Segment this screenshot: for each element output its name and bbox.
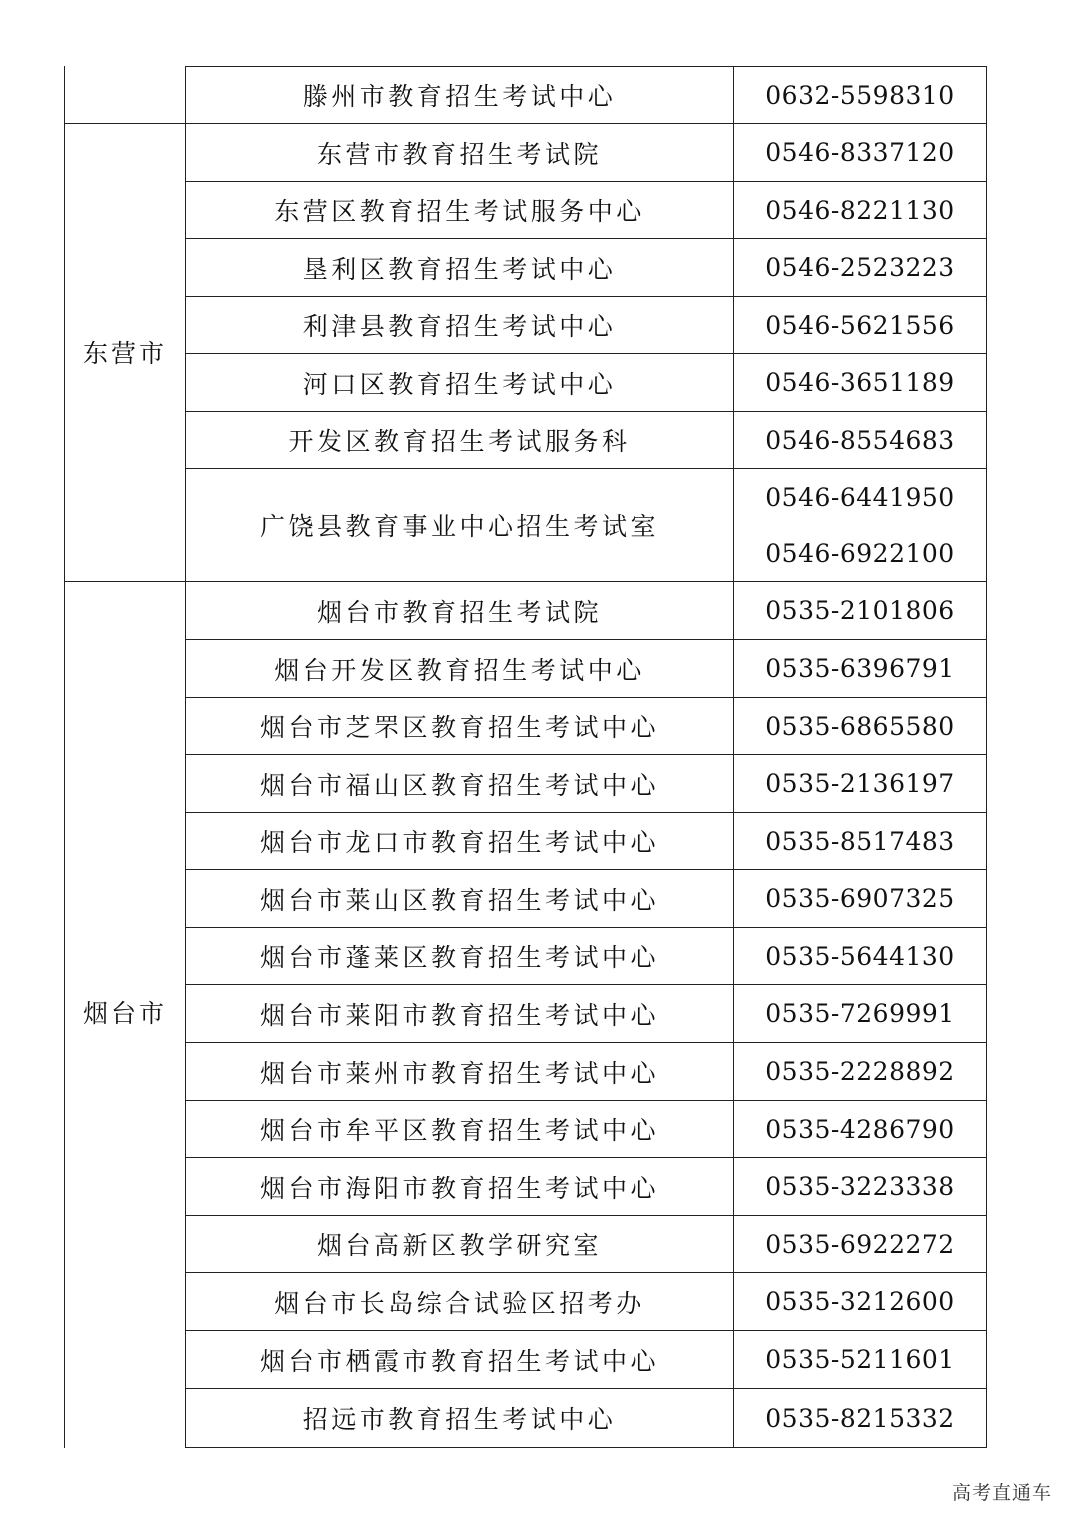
table-row — [185, 1158, 987, 1216]
phone-number: 0535-5644130 — [765, 941, 955, 971]
phone-number: 0546-8554683 — [765, 425, 955, 455]
phone-cell — [734, 1273, 986, 1330]
institution-name: 烟台开发区教育招生考试中心 — [186, 640, 734, 697]
table-row — [185, 1216, 987, 1273]
phone-cell — [734, 698, 986, 754]
phone-cell — [734, 755, 986, 812]
institution-name: 烟台市龙口市教育招生考试中心 — [186, 813, 734, 869]
phone-cell — [734, 124, 986, 181]
institution-name: 烟台市芝罘区教育招生考试中心 — [186, 698, 734, 754]
phone-number: 0546-8337120 — [765, 138, 955, 167]
phone-cell — [734, 582, 986, 639]
phone-number: 0546-8221130 — [765, 195, 955, 225]
region-cell-dongying — [64, 124, 185, 582]
table-row — [185, 640, 987, 698]
phone-cell — [734, 1158, 986, 1215]
phone-cell — [734, 985, 986, 1042]
phone-number: 0535-6922272 — [765, 1229, 955, 1259]
phone-number: 0535-6865580 — [765, 711, 955, 741]
phone-cell — [734, 1389, 986, 1447]
table-row — [185, 1273, 987, 1331]
institution-name: 烟台市教育招生考试院 — [186, 582, 734, 639]
institution-name: 东营区教育招生考试服务中心 — [186, 182, 734, 238]
table-row — [185, 1389, 987, 1448]
watermark: 高考直通车 — [951, 1482, 1052, 1504]
phone-cell — [734, 640, 986, 697]
phone-number: 0535-2136197 — [765, 769, 955, 798]
phone-number: 0546-3651189 — [765, 368, 955, 397]
table-row — [185, 354, 987, 412]
institution-name: 烟台市福山区教育招生考试中心 — [186, 755, 734, 812]
phone-cell — [734, 469, 986, 581]
phone-number: 0535-8517483 — [765, 826, 955, 856]
institution-name: 广饶县教育事业中心招生考试室 — [186, 469, 734, 581]
phone-number: 0535-6907325 — [765, 884, 955, 913]
table-row — [185, 412, 987, 469]
table-row — [185, 297, 987, 354]
phone-number: 0546-5621556 — [765, 310, 955, 340]
table-row — [185, 985, 987, 1043]
table-row — [185, 755, 987, 813]
phone-number: 0535-2101806 — [765, 596, 955, 625]
phone-cell — [734, 297, 986, 353]
institution-name: 垦利区教育招生考试中心 — [186, 239, 734, 296]
institution-name: 烟台市长岛综合试验区招考办 — [186, 1273, 734, 1330]
phone-number: 0632-5598310 — [765, 80, 955, 110]
institution-name: 烟台市栖霞市教育招生考试中心 — [186, 1331, 734, 1388]
table-row — [185, 870, 987, 928]
table-row — [185, 469, 987, 582]
phone-cell — [734, 1101, 986, 1157]
table-row — [185, 182, 987, 239]
phone-cell — [734, 67, 986, 123]
region-cell-yantai — [64, 582, 185, 1448]
institution-name: 利津县教育招生考试中心 — [186, 297, 734, 353]
phone-cell — [734, 1216, 986, 1272]
phone-number: 0546-6922100 — [765, 538, 955, 568]
table-row — [185, 1331, 987, 1389]
table-row — [185, 124, 987, 182]
phone-number: 0535-2228892 — [765, 1057, 955, 1086]
phone-number: 0535-8215332 — [765, 1403, 955, 1433]
institution-name: 烟台市莱山区教育招生考试中心 — [186, 870, 734, 927]
phone-cell — [734, 813, 986, 869]
table-row — [185, 813, 987, 870]
phone-number: 0546-6441950 — [765, 482, 955, 512]
table-row — [185, 582, 987, 640]
table-row — [185, 698, 987, 755]
institution-name: 烟台市海阳市教育招生考试中心 — [186, 1158, 734, 1215]
phone-cell — [734, 239, 986, 296]
phone-cell — [734, 1043, 986, 1100]
table-row — [185, 1043, 987, 1101]
region-label-yantai: 烟台市 — [82, 999, 167, 1028]
phone-number: 0535-5211601 — [765, 1345, 955, 1374]
phone-cell — [734, 354, 986, 411]
phone-cell — [734, 928, 986, 984]
institution-name: 东营市教育招生考试院 — [186, 124, 734, 181]
phone-number: 0535-3212600 — [765, 1287, 955, 1316]
table-row — [185, 1101, 987, 1158]
institution-name: 烟台市莱州市教育招生考试中心 — [186, 1043, 734, 1100]
phone-number: 0535-4286790 — [765, 1114, 955, 1144]
institution-name: 烟台高新区教学研究室 — [186, 1216, 734, 1272]
table-row — [185, 66, 987, 124]
phone-number: 0535-7269991 — [765, 999, 955, 1028]
table-row — [185, 239, 987, 297]
phone-cell — [734, 412, 986, 468]
phone-cell — [734, 870, 986, 927]
phone-cell — [734, 1331, 986, 1388]
institution-name: 滕州市教育招生考试中心 — [186, 67, 734, 123]
institution-name: 烟台市蓬莱区教育招生考试中心 — [186, 928, 734, 984]
phone-number: 0535-6396791 — [765, 654, 955, 683]
institution-name: 河口区教育招生考试中心 — [186, 354, 734, 411]
phone-number: 0535-3223338 — [765, 1172, 955, 1201]
region-label-dongying: 东营市 — [82, 339, 167, 368]
phone-number: 0546-2523223 — [765, 253, 955, 282]
institution-name: 开发区教育招生考试服务科 — [186, 412, 734, 468]
phone-cell — [734, 182, 986, 238]
table-row — [185, 928, 987, 985]
institution-name: 招远市教育招生考试中心 — [186, 1389, 734, 1447]
institution-name: 烟台市牟平区教育招生考试中心 — [186, 1101, 734, 1157]
institution-name: 烟台市莱阳市教育招生考试中心 — [186, 985, 734, 1042]
region-cell-tengzhou — [64, 66, 185, 124]
